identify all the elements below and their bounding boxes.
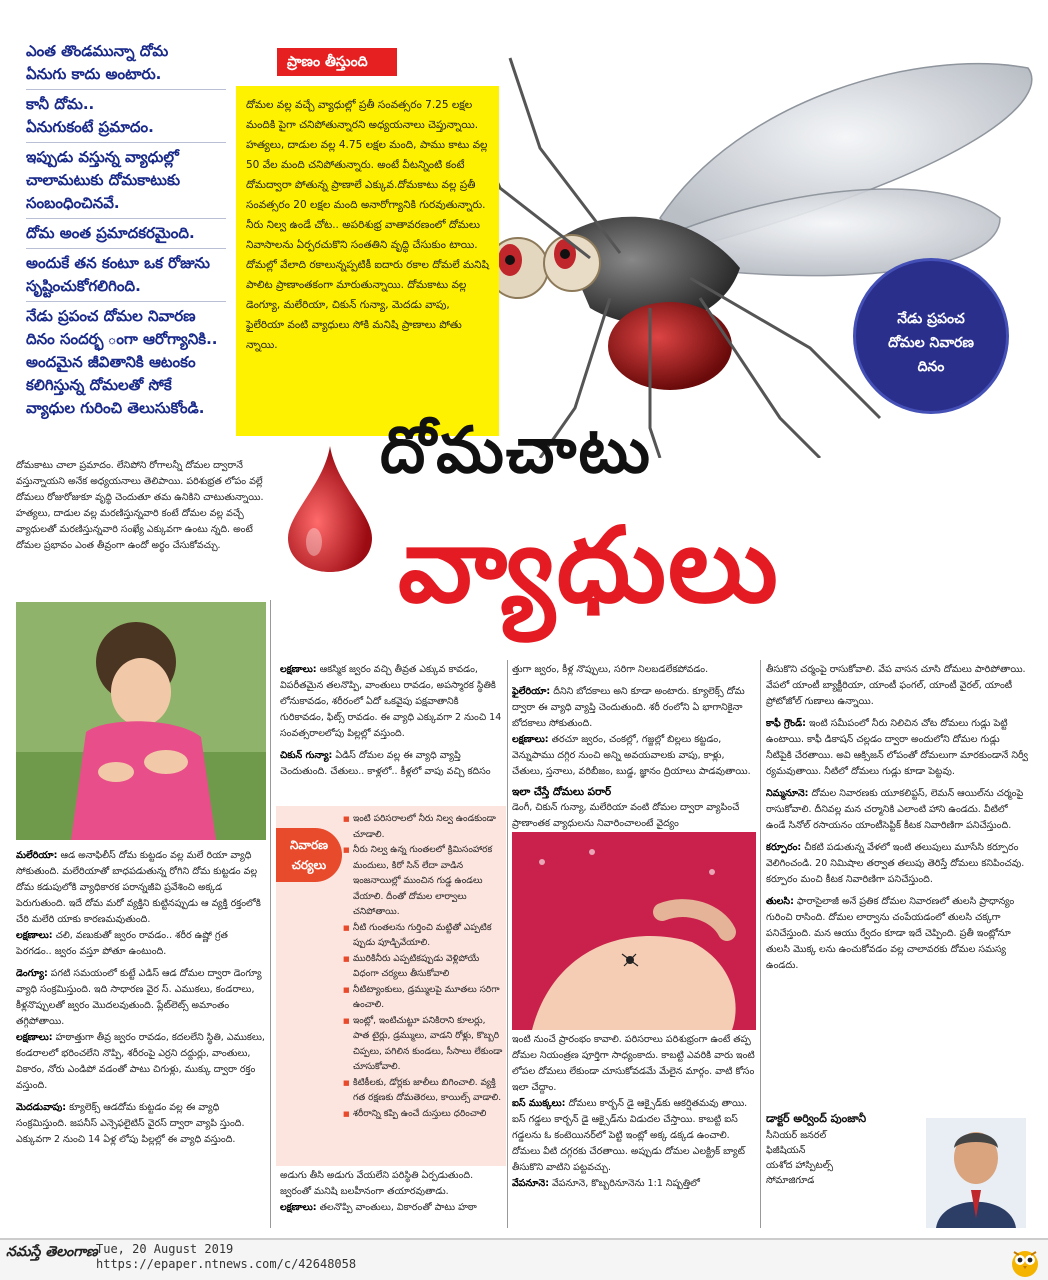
col3-bottom: ఇంటి నుంచే ప్రారంభం కావాలి. పరిసరాలు పరిశుభ్రంగా ఉంటే తప్ప దోమల నియంత్రణ పూర్తిగా సాధ్యంకాదు. కాబట్టి ఎవరికి వారు ఇంటి లోపల దోమలు లేకుండా చూసుకోవడమే మేలైన మార్గం. వాటి కోసం ఇలా చేద్దాం. xyxy=(512,1034,755,1093)
section-tag: ప్రాణం తీస్తుంది xyxy=(277,48,397,76)
filaria-text: దీనిని బోదకాలు అని కూడా అంటారు. క్యూలెక్స్ దోమ ద్వారా ఈ వ్యాధి వ్యాప్తి చెందుతుంది. శరీ రంలోని ఏ భాగానికైనా బోదకాలు సోకుతుంది. xyxy=(512,686,745,729)
symptoms2-lead: లక్షణాలు: xyxy=(16,1032,53,1043)
col3-symptoms-text: తరచూ జ్వరం, చంకల్లో, గజ్జల్లో బిల్లలు కట్టడం, వెన్నుపాము దగ్గిర నుంచి అన్ని అవయవాలకు వాపు, కాళ్లు, చేతులు, స్తనాలు, వరిబీజం, బుడ్డ, జ్ఞానం ద్రియాలు పాడవుతాయి. xyxy=(512,734,751,777)
prevention-list xyxy=(343,812,503,1162)
col2-symptoms-lead: లక్షణాలు: xyxy=(280,664,317,675)
intro-line: ఇప్పుడు వస్తున్న వ్యాధుల్లో xyxy=(26,148,179,166)
prevention-item: ■ నీరు నిల్వ ఉన్న గుంతలలో క్రిమిసంహారక మందులు, కిరో సిన్ లేదా వాడిన ఇంజనాయిల్లో ముంచిన గుడ్డ ఉండలు వేయాలి. దీంతో దోమల లార్వాలు చనిపోతాయి. xyxy=(343,843,503,921)
headline-line-1: దోమచాటు xyxy=(380,414,652,488)
column-3-top xyxy=(512,662,756,830)
footer-meta xyxy=(96,1242,356,1272)
prevention-item: ■ మురికినీరు ఎప్పటికప్పుడు వెళ్లిపోయే విధంగా చర్యలు తీసుకోవాలి xyxy=(343,952,503,983)
child-photo xyxy=(16,602,266,840)
doctor-title-1: సీనియర్ జనరల్ xyxy=(766,1130,827,1141)
neem-lead: వేపనూనె: xyxy=(512,1178,549,1189)
symptoms-text: చలి, వణుకుతో జ్వరం రావడం.. శరీర ఉష్ణో గ్రత పెరగడం.. జ్వరం వస్తూ పోతూ ఉంటుంది. xyxy=(16,930,228,957)
column-2-bottom xyxy=(280,1168,502,1230)
intro-line: సంబంధించినవే. xyxy=(26,194,120,212)
malaria-lead: మలేరియా: xyxy=(16,850,58,861)
prevention-item: ■ నీటిట్యాంకులు, డ్రమ్ములపై మూతలు సరిగా ఉంచాలి. xyxy=(343,983,503,1014)
intro-line: ఏనుగుకంటే ప్రమాదం. xyxy=(26,118,154,136)
chikun-text: ఏడిస్ దోమల వల్ల ఈ వ్యాధి వ్యాప్తి చెందుతుంది. చేతులు.. కాళ్లలో.. కీళ్లలో వాపు వచ్చి కదిసం xyxy=(280,750,491,777)
doctor-photo xyxy=(926,1118,1026,1228)
dengue-lead: డెంగ్యూ: xyxy=(16,968,48,979)
hand-photo xyxy=(512,832,756,1030)
intro-paragraph: దోమకాటు చాలా ప్రమాదం. లేనిపోని రోగాలన్నీ దోమల ద్వారానే వస్తున్నాయని అనేక అధ్యయనాలు తెలిపాయి. పరిశుభ్రత లోపం వల్లే దోమలు రోజురోజుకూ వృద్ధి చెందుతూ తమ ఉనికిని చాటుతున్నాయి. హత్యలు, దాడుల వల్ల మరణిస్తున్నవారి కంటే దోమల వల్ల వచ్చే వ్యాధులతో మరణిస్తున్నవారి సంఖ్యే ఎక్కువగా ఉంటు న్నది. అంటే దోమల ప్రభావం ఎంత తీవ్రంగా ఉందో అర్థం చేసుకోవచ్చు. xyxy=(16,460,264,551)
intro-line: ఎంత తొండమున్నా దోమ xyxy=(26,42,169,60)
symptoms2-text: హఠాత్తుగా తీవ్ర జ్వరం రావడం, కదలలేని స్థితి, ఎముకలు, కండరాలలో భరించలేని నొప్పి, శరీరంపై ఎర్రని దద్దుర్లు, వాంతులు, వికారం, నోరు ఎండిపో వడంతో పాటు చిగుళ్లు, ముక్కు ద్వారా రక్తం వస్తుంది. xyxy=(16,1032,265,1091)
camphor-lead: కర్పూరం: xyxy=(766,842,802,853)
intro-line: వ్యాధుల గురించి తెలుసుకోండి. xyxy=(26,399,205,417)
badge-line-3: దినం xyxy=(917,359,945,375)
intro-line: దోమ అంత ప్రమాదకరమైంది. xyxy=(26,224,195,242)
col2-tail2: తలనొప్పి వాంతులు, వికారంతో పాటు హఠా xyxy=(319,1202,477,1213)
prevention-item: ■ ఇంటి పరిసరాలలో నీరు నిల్వ ఉండకుండా చూడాలి. xyxy=(343,812,503,843)
edition-date: Tue, 20 August 2019 xyxy=(96,1242,234,1256)
dengue-text: పగటి సమయంలో కుట్టే ఎడిస్ ఆడ దోమల ద్వారా డెంగ్యూ వ్యాధి సంక్రమిస్తుంది. ఇది సాధారణ వైర స్. ఎముకలు, కండరాలు, కీళ్లనొప్పులతో జ్వరం మొదలవుతుంది. ప్లేట్‌లెట్స్ అమాంతం తగ్గిపోతాయి. xyxy=(16,968,262,1027)
doctor-title-4: సోమాజిగూడ xyxy=(766,1175,815,1186)
owl-icon[interactable] xyxy=(1010,1246,1040,1278)
column-divider xyxy=(270,600,271,1228)
lemon-text: దోమల నివారణకు యూకలిప్టస్, లెమన్ ఆయిల్‌ను చర్మంపై రాసుకోవాలి. దీనివల్ల మన చర్మానికి ఎలాంటి హాని ఉండదు. వీటిలో ఉండే సినోల్ రసాయనం యాంటీసెప్టిక్ కీటక నివారిణిగా పనిచేస్తుంది. xyxy=(766,788,1024,831)
doctor-title-3: యశోద హాస్పిటల్స్ xyxy=(766,1160,834,1171)
badge-line-2: దోమల నివారణ xyxy=(888,335,974,351)
neem-text: వేపనూనె, కొబ్బరినూనెను 1:1 నిష్పత్తిలో xyxy=(552,1178,700,1189)
prevention-item: ■ శరీరాన్ని కప్పి ఉంచే దుస్తులు ధరించాలి xyxy=(343,1107,503,1123)
badge-line-1: నేడు ప్రపంచ xyxy=(897,311,965,327)
ice-lead: ఐస్ ముక్కలు: xyxy=(512,1098,566,1109)
brain-text: క్యూలెక్స్ ఆడదోమ కుట్టడం వల్ల ఈ వ్యాధి సంక్రమిస్తుంది. జపనీస్ ఎన్సెఫలైటిస్ వైరస్ ద్వారా వ్యాపి స్తుంది. ఎక్కువగా 2 నుంచి 14 ఏళ్ల లోపు పిల్లల్లో ఈ వ్యాధి వస్తుంది. xyxy=(16,1102,245,1145)
coffee-lead: కాఫీ గ్రౌండ్: xyxy=(766,718,806,729)
intro-line: అందుకే తన కంటూ ఒక రోజును xyxy=(26,254,210,272)
article-url[interactable]: https://epaper.ntnews.com/c/42648058 xyxy=(96,1257,357,1271)
prevention-tag xyxy=(276,828,342,882)
intro-separator xyxy=(26,218,226,219)
col2-tail-lead: లక్షణాలు: xyxy=(280,1202,317,1213)
symptoms-lead: లక్షణాలు: xyxy=(16,930,53,941)
intro-line: చాలామటుకు దోమకాటుకు xyxy=(26,171,181,189)
intro-line: సృష్టించుకోగలిగింది. xyxy=(26,277,141,295)
power-heading: ఇలా చేస్తే దోమలు పరార్ xyxy=(512,786,612,798)
intro-line: ఏనుగు కాదు అంటారు. xyxy=(26,65,162,83)
column-divider xyxy=(760,660,761,1228)
power-text: డెంగీ, చికున్ గున్యా, మలేరియా వంటి దోమల ద్వారా వ్యాపించే ప్రాణాంతక వ్యాధులను నివారించాలంటే వైద్యం xyxy=(512,802,740,829)
prevention-item: ■ నీటి గుంతలను గుర్తించి మట్టితో ఎప్పటిక ప్పుడు పూడ్చివేయాలి. xyxy=(343,921,503,952)
intro-separator xyxy=(26,301,226,302)
doctor-title-2: ఫిజీషియన్ xyxy=(766,1145,806,1156)
prevention-item: ■ ఇంట్లో, ఇంటిచుట్టూ పనికిరాని కూలర్లు, పాత టైర్లు, డ్రమ్ములు, వాడని రోళ్లు, కొబ్బరి చిప్పలు, పగిలిన కుండలు, సీసాలు లేకుండా చూసుకోవాలి. xyxy=(343,1014,503,1076)
prevention-tag-line-2: చర్యలు xyxy=(291,858,327,872)
coffee-text: ఇంటి సమీపంలో నీరు నిలిచిన చోట దోమలు గుడ్లు పెట్టి ఉంటాయి. కాఫీ డికాషన్ చల్లడం ద్వారా అందులోని దోమల గుడ్లు నీటిపైకి చేరతాయి. అవి ఆక్సిజన్ లోపంతో దోమలుగా మారకుండానే నిర్వీ ర్యమవుతాయి. నీటిలో దోమలు గుడ్లు కూడా పెట్టవు. xyxy=(766,718,1028,777)
column-3-bottom xyxy=(512,1032,756,1228)
prevention-tag-line-1: నివారణ xyxy=(289,838,329,852)
yellow-fact-box: దోమల వల్ల వచ్చే వ్యాధుల్లో ప్రతీ సంవత్సరం 7.25 లక్షల మందికి పైగా చనిపోతున్నారని అధ్యయనాలు చెప్తున్నాయి. హత్యలు, దాడుల వల్ల 4.75 లక్షల మంది, పాము కాటు వల్ల 50 వేల మంది చనిపోతున్నారు. అంటే వీటన్నింటి కంటే దోమద్వారా పోతున్న ప్రాణాలే ఎక్కువ.దోమకాటు వల్ల ప్రతీ సంవత్సరం 20 లక్షల మంది అనారోగ్యానికి గురవుతున్నారు. నీరు నిల్వ ఉండే చోట.. అపరిశుభ్ర వాతావరణంలో దోమలు నివాసాలను ఏర్పరచుకొని సంతతిని వృద్ధి చేసుకుం టాయి. దోమల్లో వేలాది రకాలున్నప్పటికీ ఐదారు రకాల దోమలే మనిషి పాలిట ప్రాణాంతకంగా మారుతున్నాయి. దోమకాటు వల్ల డెంగ్యూ, మలేరియా, చికున్ గున్యా, మెదడు వాపు, ఫైలేరియా వంటి వ్యాధులు సోకి మనిషి ప్రాణాలు పోతు న్నాయి. xyxy=(236,86,499,436)
col2-tail: అడుగు తీసి అడుగు వేయలేని పరిస్థితి ఏర్పడుతుంది. జ్వరంతో మనిషి బలహీనంగా తయారవుతాడు. xyxy=(280,1170,474,1197)
intro-line: నేడు ప్రపంచ దోమల నివారణ xyxy=(26,307,196,325)
intro-line: అందమైన జీవితానికి ఆటంకం xyxy=(26,353,196,371)
col3-top: త్తుగా జ్వరం, కీళ్ల నొప్పులు, సరిగా నిలబడలేకపోవడం. xyxy=(512,664,709,675)
doctor-name: డాక్టర్ అర్వింద్ పుంజానీ xyxy=(766,1112,867,1125)
column-1-diseases xyxy=(16,848,266,1228)
column-2-top xyxy=(280,662,502,802)
ice-text: దోమలు కార్బన్ డై ఆక్సైడ్‌కు ఆకర్షితమవు తాయి. ఐస్ గడ్డలు కార్బన్ డై ఆక్సైడ్‌ను విడుదల చేస్తాయి. కాబట్టి ఐస్ గడ్డలను ఓ కంటెయినర్‌లో పెట్టి ఇంట్లో అక్క డక్కడ ఉంచాలి. దోమలు వీటి దగ్గరకు చేరతాయి. అప్పుడు దోమల ఎలక్ట్రిక్ బ్యాట్ తీసుకొని వాటిని పట్టవచ్చు. xyxy=(512,1098,748,1173)
filaria-lead: ఫైలేరియా: xyxy=(512,686,551,697)
intro-separator xyxy=(26,89,226,90)
col4-top: తీసుకొని చర్మంపై రాసుకోవాలి. వేప వాసన చూసి దోమలు పారిపోతాయి. వేపలో యాంటీ బ్యాక్టీరియా, యాంటీ ఫంగల్, యాంటీ వైరల్, యాంటీ ప్రోటోజోల్ గుణాలు ఉన్నాయి. xyxy=(766,664,1026,707)
tulsi-lead: తులసి: xyxy=(766,896,794,907)
intro-separator xyxy=(26,142,226,143)
blood-drop-icon xyxy=(286,444,374,574)
newspaper-logo[interactable]: నమస్తే తెలంగాణ xyxy=(6,1244,98,1260)
world-mosquito-day-badge xyxy=(853,258,1009,414)
intro-block xyxy=(26,40,226,420)
intro-separator xyxy=(26,248,226,249)
lemon-lead: నిమ్మనూనె: xyxy=(766,788,809,799)
col2-symptoms-text: ఆకస్మిక జ్వరం వచ్చి తీవ్రత ఎక్కువ కావడం, విపరీతమైన తలనొప్పి, వాంతులు రావడం, అపస్మారక స్థితికి లోనుకావడం, శరీరంలో ఏదో ఒకవైపు పక్షవాతానికి గురికావడం, ఫిట్స్ రావడం. ఈ వ్యాధి ఎక్కువగా 2 నుంచి 14 సంవత్సరాలలోపు పిల్లల్లో వస్తుంది. xyxy=(280,664,502,739)
brain-lead: మెదడువాపు: xyxy=(16,1102,67,1113)
prevention-item: ■ కిటికీలకు, డోర్లకు జాలీలు బిగించాలి. వ్యక్తి గత రక్షణకు దోమతెరలు, కాయిల్స్ వాడాలి. xyxy=(343,1076,503,1107)
malaria-text: ఆడ అనాఫిలీస్ దోమ కుట్టడం వల్ల మలే రియా వ్యాధి సోకుతుంది. మలేరియాతో బాధపడుతున్న రోగిని దోమ కుట్టడం వల్ల దోమ కడుపులోకి వ్యాధికారక పరాన్నజీవి ప్రవేశించి అక్కడ పెరుగుతుంది. ఇదే దోమ మరో వ్యక్తిని కుట్టినప్పుడు ఆ వ్యక్తి రక్తంలోకి చేరి మలేరి యాకు కారణమవుతుంది. xyxy=(16,850,261,925)
headline-line-2: వ్యాధులు xyxy=(398,504,780,626)
intro-line: కానీ దోమ.. xyxy=(26,95,95,113)
column-divider xyxy=(507,660,508,1228)
camphor-text: చీకటి పడుతున్న వేళలో ఇంటి తలుపులు మూసేసి కర్పూరం వెలిగించండి. 20 నిమిషాల తర్వాత తలుపు తెరిస్తే దోమలు కనిపించవు. కర్పూరం మంచి కీటక నివారిణిగా పనిచేస్తుంది. xyxy=(766,842,1025,885)
column-4 xyxy=(766,662,1028,1098)
tulsi-text: ఫారాసైలాజీ అనే ప్రతిక దోమల నివారణలో తులసి ప్రాధాన్యం గురించి రాసింది. దోమల లార్వాను చంపేయడంలో తులసి చక్కగా పనిచేస్తుంది. మన ఆయు ర్వేదం కూడా ఇదే చెప్పింది. ప్రతీ ఇంట్లోనూ తులసి మొక్క లను ఉంచుకోవడం వల్ల చాలావరకు దోమల సమస్య ఉండదు. xyxy=(766,896,1015,971)
intro-line: కలిగిస్తున్న దోమలతో సోకే xyxy=(26,376,172,394)
intro-line: దినం సందర్భ ంగా ఆరోగ్యానికి.. xyxy=(26,330,218,348)
col3-symptoms-lead: లక్షణాలు: xyxy=(512,734,549,745)
chikun-lead: చికున్ గున్యా: xyxy=(280,750,333,761)
